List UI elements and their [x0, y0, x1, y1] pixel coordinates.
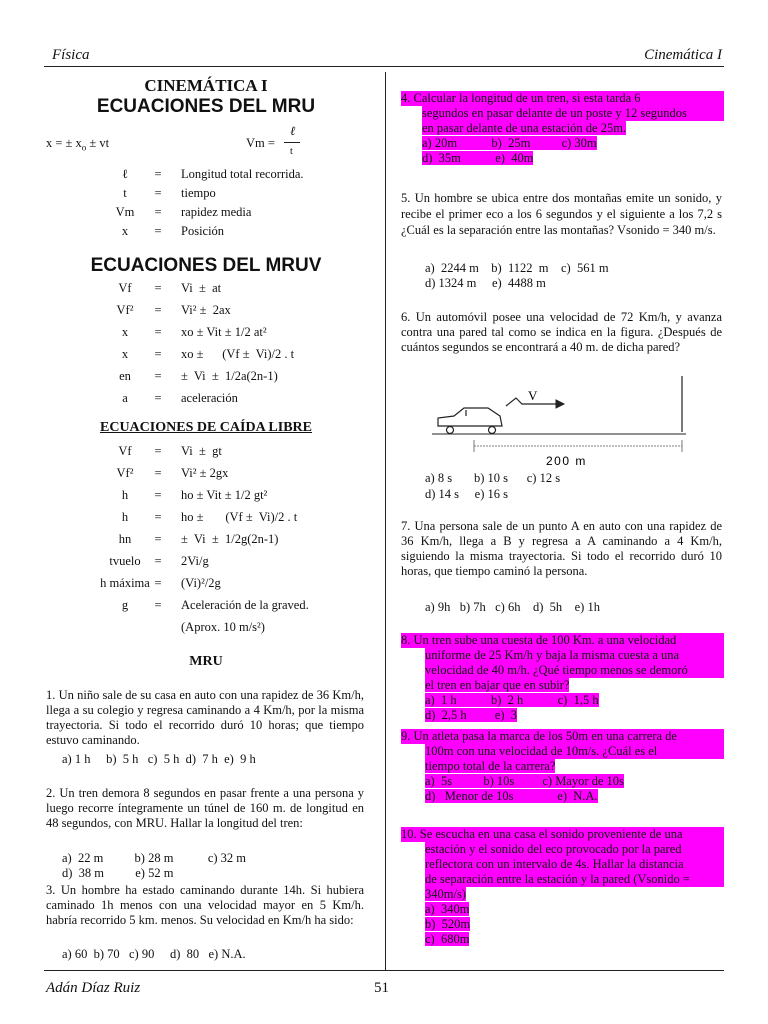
mruv-row-symbol: en — [119, 369, 131, 383]
question-9-options-2: d) Menor de 10s e) N.A. — [425, 789, 598, 803]
question-8-options-1: a) 1 h b) 2 h c) 1,5 h — [425, 693, 599, 707]
mru-def-symbol: t — [123, 186, 127, 200]
question-8-line: 8. Un tren sube una cuesta de 100 Km. a una velocidad — [401, 633, 724, 648]
question-5-options-2: d) 1324 m e) 4488 m — [425, 276, 546, 290]
title-mru: MRU — [189, 654, 223, 669]
mru-def-symbol: x — [121, 224, 129, 238]
header-left: Física — [52, 47, 90, 63]
car-icon — [438, 408, 502, 434]
mruv-row-equals: = — [154, 303, 162, 317]
mruv-row-symbol: x — [121, 325, 129, 339]
caida-row-symbol: h — [121, 510, 129, 524]
question-2-options-1: a) 22 m b) 28 m c) 32 m — [62, 851, 247, 865]
caida-row-value: Vi ± gt — [181, 444, 222, 458]
mruv-row-value: aceleración — [181, 391, 238, 405]
question-4 — [401, 91, 724, 166]
question-8-line: velocidad de 40 m/h. ¿Qué tiempo menos se demoró — [401, 663, 724, 678]
caida-row-equals: = — [154, 510, 162, 524]
distance-label: 200 m — [546, 454, 587, 468]
question-4-options-1: a) 20m b) 25m c) 30m — [422, 136, 597, 150]
question-1: 1. Un niño sale de su casa en auto con una rapidez de 36 Km/h, llega a su colegio y regresa caminando a 4 Km/h, por la misma trayectoria. Si todo el recorrido duró 10 horas; que tiempo estuvo caminando. — [46, 688, 364, 747]
question-8-line: el tren en bajar que en subir? — [425, 678, 570, 692]
title-cinematica: CINEMÁTICA I — [144, 76, 268, 95]
mruv-row-value: ± Vi ± 1/2a(2n-1) — [181, 369, 278, 383]
question-5: 5. Un hombre se ubica entre dos montañas emite un sonido, y recibe el primer eco a los 6 segundos y el siguiente a los 7,2 s ¿Cuál es la separación entre las montañas? Vsonido = 340 m/s. — [401, 191, 722, 237]
mruv-row-value: xo ± (Vf ± Vi)/2 . t — [181, 347, 295, 361]
footer-author: Adán Díaz Ruiz — [46, 980, 141, 996]
mruv-row-symbol: a — [122, 391, 128, 405]
mru-equation — [46, 136, 109, 151]
header-rule — [44, 66, 724, 67]
page-number: 51 — [374, 980, 389, 996]
mru-def-equals: = — [154, 205, 162, 219]
mruv-row-symbol: x — [121, 347, 129, 361]
mruv-row-equals: = — [154, 369, 162, 383]
mru-def-value: tiempo — [181, 186, 216, 200]
question-3: 3. Un hombre ha estado caminando durante 14h. Si hubiera caminado 1h menos con una velocidad mayor en 5 Km/h. habría recorrido 5 km. menos. Su velocidad en Km/h ha sido: — [46, 883, 364, 927]
column-divider — [385, 72, 386, 970]
question-10-line: 340m/s) — [425, 887, 466, 901]
caida-row-symbol: tvuelo — [109, 554, 141, 568]
caida-row-symbol: h — [121, 488, 129, 502]
title-caida-libre: ECUACIONES DE CAÍDA LIBRE — [100, 420, 312, 435]
question-2: 2. Un tren demora 8 segundos en pasar frente a una persona y luego recorre íntegramente un túnel de 160 m. de longitud en 48 segundos, con MRU. Hallar la longitud del tren: — [46, 786, 364, 830]
question-5-options-1: a) 2244 m b) 1122 m c) 561 m — [425, 261, 609, 275]
question-8 — [401, 633, 724, 723]
caida-row-equals: = — [154, 444, 162, 458]
mru-eq-main: x = ± x — [46, 136, 82, 150]
mruv-row-symbol: Vf² — [116, 303, 134, 317]
question-4-line: en pasar delante de una estación de 25m. — [422, 121, 627, 135]
question-8-options-2: d) 2,5 h e) 3 — [425, 708, 517, 722]
question-7: 7. Una persona sale de un punto A en auto con una rapidez de 36 Km/h, llega a B y regresa a A caminando a 4 Km/h, siguiendo la misma trayectoria. Si todo el recorrido duró 10 horas, que tiempo caminó la persona. — [401, 519, 722, 578]
mru-eq-sub: o — [81, 142, 87, 153]
question-6: 6. Un automóvil posee una velocidad de 72 Km/h, y avanza contra una pared tal como se indica en la figura. ¿Después de cuántos segundos se encontrará a 40 m. de dicha pared? — [401, 310, 722, 354]
mruv-row-equals: = — [154, 281, 162, 295]
caida-row-equals: = — [154, 466, 162, 480]
question-10-line: 10. Se escucha en una casa el sonido proveniente de una — [401, 827, 724, 842]
caida-row-equals: = — [154, 488, 162, 502]
mru-def-symbol: ℓ — [122, 167, 128, 181]
mruv-row-equals: = — [154, 347, 162, 361]
title-ecuaciones-mruv: ECUACIONES DEL MRUV — [90, 255, 322, 276]
question-9-line: 9. Un atleta pasa la marca de los 50m en una carrera de — [401, 729, 724, 744]
caida-row-symbol: hn — [118, 532, 132, 546]
mru-def-equals: = — [154, 186, 162, 200]
caida-row-equals: = — [154, 532, 162, 546]
caida-row-symbol: Vf — [118, 444, 132, 458]
vm-label: Vm = — [246, 136, 275, 150]
question-8-line: uniforme de 25 Km/h y baja la misma cuesta a una — [401, 648, 724, 663]
question-4-line: 4. Calcular la longitud de un tren, si esta tarda 6 — [401, 91, 724, 106]
footer-rule — [44, 970, 724, 971]
question-6-options-2: d) 14 s e) 16 s — [425, 487, 508, 501]
mru-def-value: Longitud total recorrida. — [181, 167, 304, 181]
question-4-options-2: d) 35m e) 40m — [422, 151, 534, 165]
vm-formula — [246, 124, 316, 166]
mruv-row-value: Vi² ± 2ax — [181, 303, 231, 317]
vm-numerator: ℓ — [290, 124, 296, 138]
caida-row-symbol: g — [121, 598, 129, 612]
caida-row-equals: = — [154, 554, 162, 568]
caida-row-value: (Aprox. 10 m/s²) — [181, 620, 265, 634]
question-10-line: reflectora con un intervalo de 4s. Hallar la distancia — [401, 857, 724, 872]
question-10-line: de separación entre la estación y la pared (Vsonido = — [401, 872, 724, 887]
velocity-label: V — [528, 388, 538, 403]
caida-row-value: ± Vi ± 1/2g(2n-1) — [181, 532, 279, 546]
question-10-option: b) 520m — [425, 917, 471, 931]
mruv-row-equals: = — [154, 325, 162, 339]
caida-row-value: Aceleración de la graved. — [181, 598, 309, 612]
mru-def-value: rapidez media — [181, 205, 252, 219]
caida-row-value: (Vi)²/2g — [181, 576, 221, 590]
caida-row-symbol: Vf² — [116, 466, 134, 480]
vm-denominator: t — [290, 146, 293, 157]
question-9-options-1: a) 5s b) 10s c) Mayor de 10s — [425, 774, 624, 788]
car-wall-figure — [430, 372, 692, 472]
question-9 — [401, 729, 724, 804]
mru-def-value: Posición — [181, 224, 225, 238]
mruv-row-symbol: Vf — [118, 281, 132, 295]
mruv-row-value: xo ± Vit ± 1/2 at² — [181, 325, 267, 339]
caida-row-equals: = — [154, 598, 162, 612]
mru-eq-tail: ± vt — [86, 136, 110, 150]
caida-row-symbol: h máxima — [100, 576, 150, 590]
caida-row-value: Vi² ± 2gx — [181, 466, 229, 480]
question-10-line: estación y el sonido del eco provocado por la pared — [401, 842, 724, 857]
caida-row-value: 2Vi/g — [181, 554, 209, 568]
mruv-row-equals: = — [154, 391, 162, 405]
question-1-options: a) 1 h b) 5 h c) 5 h d) 7 h e) 9 h — [62, 752, 256, 766]
vm-fraction-bar — [284, 142, 300, 143]
caida-row-value: ho ± (Vf ± Vi)/2 . t — [181, 510, 298, 524]
caida-row-value: ho ± Vit ± 1/2 gt² — [181, 488, 268, 502]
mru-def-equals: = — [154, 167, 162, 181]
question-3-options: a) 60 b) 70 c) 90 d) 80 e) N.A. — [62, 947, 246, 961]
question-9-line: tiempo total de la carrera? — [425, 759, 556, 773]
header-right: Cinemática I — [644, 47, 722, 63]
question-4-line: segundos en pasar delante de un poste y 12 segundos — [401, 106, 724, 121]
question-7-options: a) 9h b) 7h c) 6h d) 5h e) 1h — [425, 600, 600, 614]
question-10 — [401, 827, 724, 947]
mru-def-equals: = — [154, 224, 162, 238]
question-9-line: 100m con una velocidad de 10m/s. ¿Cuál es el — [401, 744, 724, 759]
question-6-options-1: a) 8 s b) 10 s c) 12 s — [425, 471, 561, 485]
caida-row-equals: = — [154, 576, 162, 590]
question-2-options-2: d) 38 m e) 52 m — [62, 866, 174, 880]
title-ecuaciones-mru: ECUACIONES DEL MRU — [96, 96, 316, 117]
question-10-option: c) 680m — [425, 932, 470, 946]
mru-def-symbol: Vm — [115, 205, 135, 219]
question-10-option: a) 340m — [425, 902, 470, 916]
mruv-row-value: Vi ± at — [181, 281, 222, 295]
